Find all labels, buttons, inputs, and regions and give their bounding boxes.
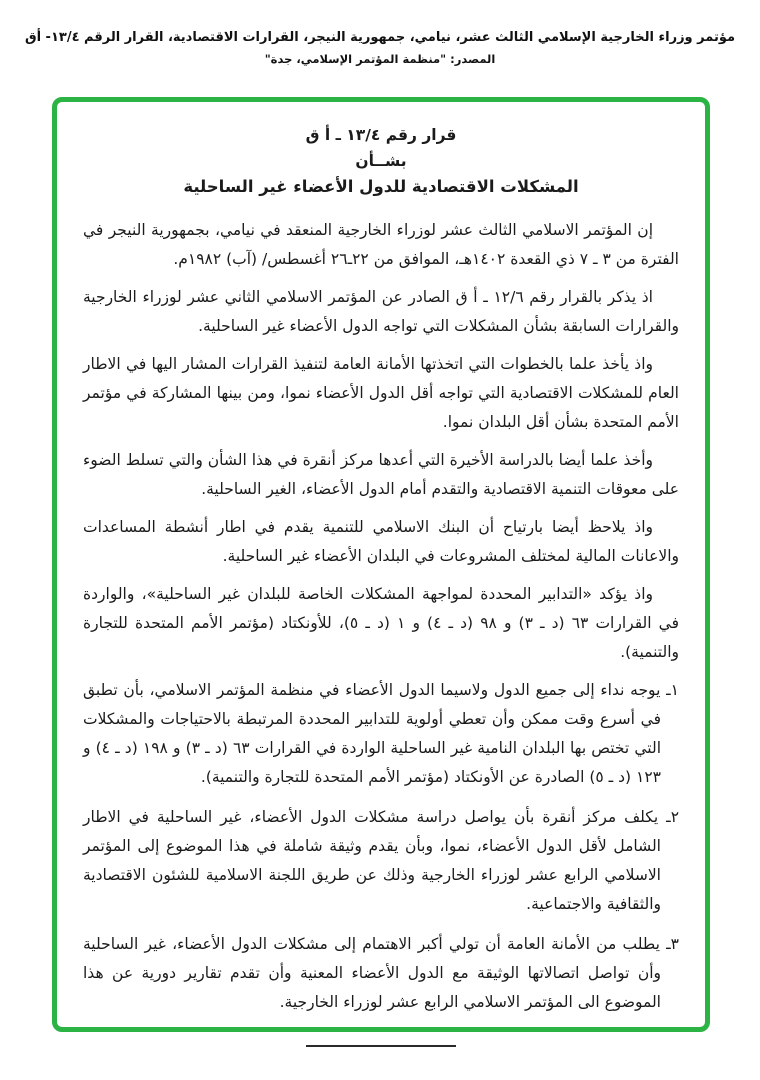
preamble-paragraph: واذ يأخذ علما بالخطوات التي اتخذتها الأمانة العامة لتنفيذ القرارات المشار اليها في الاطار العام للمشكلات الاقتصادية التي تواجه أقل الدول الأعضاء نموا، ومن بينها المشاركة في مؤتمر الأمم المتحدة بشأن أقل البلدان نموا. xyxy=(83,355,679,431)
item-text: يكلف مركز أنقرة بأن يواصل دراسة مشكلات الدول الأعضاء، غير الساحلية في الاطار الشامل لأقل الدول الأعضاء، نموا، وبأن يقدم وثيقة شاملة في هذا الموضوع إلى المؤتمر الاسلامي الرابع عشر لوزراء الخارجية وذلك عن طريق اللجنة الاسلامية للشئون الاقتصادية والثقافية والاجتماعية. xyxy=(83,808,661,913)
item-number: ١ـ xyxy=(660,681,679,699)
preamble-paragraph: واذ يؤكد «التدابير المحددة لمواجهة المشكلات الخاصة للبلدان غير الساحلية»، والواردة في القرارات ٦٣ (د ـ ٣) و ٩٨ (د ـ ٤) و ١ (د ـ ٥)، للأونكتاد (مؤتمر الأمم المتحدة للتجارة والتنمية). xyxy=(83,585,679,661)
header-citation: مؤتمر وزراء الخارجية الإسلامي الثالث عشر، نيامي، جمهورية النيجر، القرارات الاقتصادية، القرار الرقم ١٣/٤- أق xyxy=(24,30,736,45)
resolution-items xyxy=(83,676,679,1017)
title-subject: المشكلات الاقتصادية للدول الأعضاء غير الساحلية xyxy=(183,177,579,196)
green-border-frame xyxy=(52,97,710,1032)
end-divider xyxy=(306,1045,456,1047)
item-number: ٢ـ xyxy=(658,808,680,826)
item-text: يوجه نداء إلى جميع الدول ولاسيما الدول الأعضاء في منظمة المؤتمر الاسلامي، بأن تطبق في أسرع وقت ممكن وأن تعطي أولوية للتدابير المحددة المرتبطة بالاحتياجات والمشكلات التي تختص بها البلدان النامية غير الساحلية الواردة في القرارات ٦٣ (د ـ ٣) و ١٩٨ (د ـ ٤) و ١٢٣ (د ـ ٥) الصادرة عن الأونكتاد (مؤتمر الأمم المتحدة للتجارة والتنمية). xyxy=(83,681,662,786)
header-source: المصدر: "منظمة المؤتمر الإسلامي، جدة" xyxy=(264,52,496,66)
resolution-item xyxy=(83,930,679,1017)
title-regarding: بشــأن xyxy=(355,152,407,170)
document-header xyxy=(0,30,760,66)
resolution-number: قرار رقم ١٣/٤ ـ أ ق xyxy=(305,126,457,144)
preamble-paragraph: وأخذ علما أيضا بالدراسة الأخيرة التي أعدها مركز أنقرة في هذا الشأن والتي تسلط الضوء على معوقات التنمية الاقتصادية والتقدم أمام الدول الأعضاء، الغير الساحلية. xyxy=(83,451,679,498)
preamble-paragraphs xyxy=(83,216,679,667)
resolution-title-block xyxy=(83,122,679,200)
preamble-paragraph: إن المؤتمر الاسلامي الثالث عشر لوزراء الخارجية المنعقد في نيامي، بجمهورية النيجر في الفترة من ٣ ـ ٧ ذي القعدة ١٤٠٢هـ، الموافق من ٢٢ـ٢٦ أغسطس/ (آب) ١٩٨٢م. xyxy=(83,221,679,268)
preamble-paragraph: واذ يلاحظ أيضا بارتياح أن البنك الاسلامي للتنمية يقدم في اطار أنشطة المساعدات والاعانات المالية لمختلف المشروعات في البلدان الأعضاء غير الساحلية. xyxy=(83,518,679,565)
item-text: يطلب من الأمانة العامة أن تولي أكبر الاهتمام إلى مشكلات الدول الأعضاء، غير الساحلية وأن تواصل اتصالاتها الوثيقة مع الدول الأعضاء المعنية وأن تقدم تقارير دورية عن هذا الموضوع الى المؤتمر الاسلامي الرابع عشر لوزراء الخارجية. xyxy=(83,935,661,1011)
resolution-body xyxy=(57,102,705,1047)
preamble-paragraph: اذ يذكر بالقرار رقم ١٢/٦ ـ أ ق الصادر عن المؤتمر الاسلامي الثاني عشر لوزراء الخارجية والقرارات السابقة بشأن المشكلات التي تواجه الدول الأعضاء غير الساحلية. xyxy=(83,288,679,335)
item-number: ٣ـ xyxy=(659,935,679,953)
resolution-item xyxy=(83,676,679,792)
resolution-item xyxy=(83,803,679,919)
